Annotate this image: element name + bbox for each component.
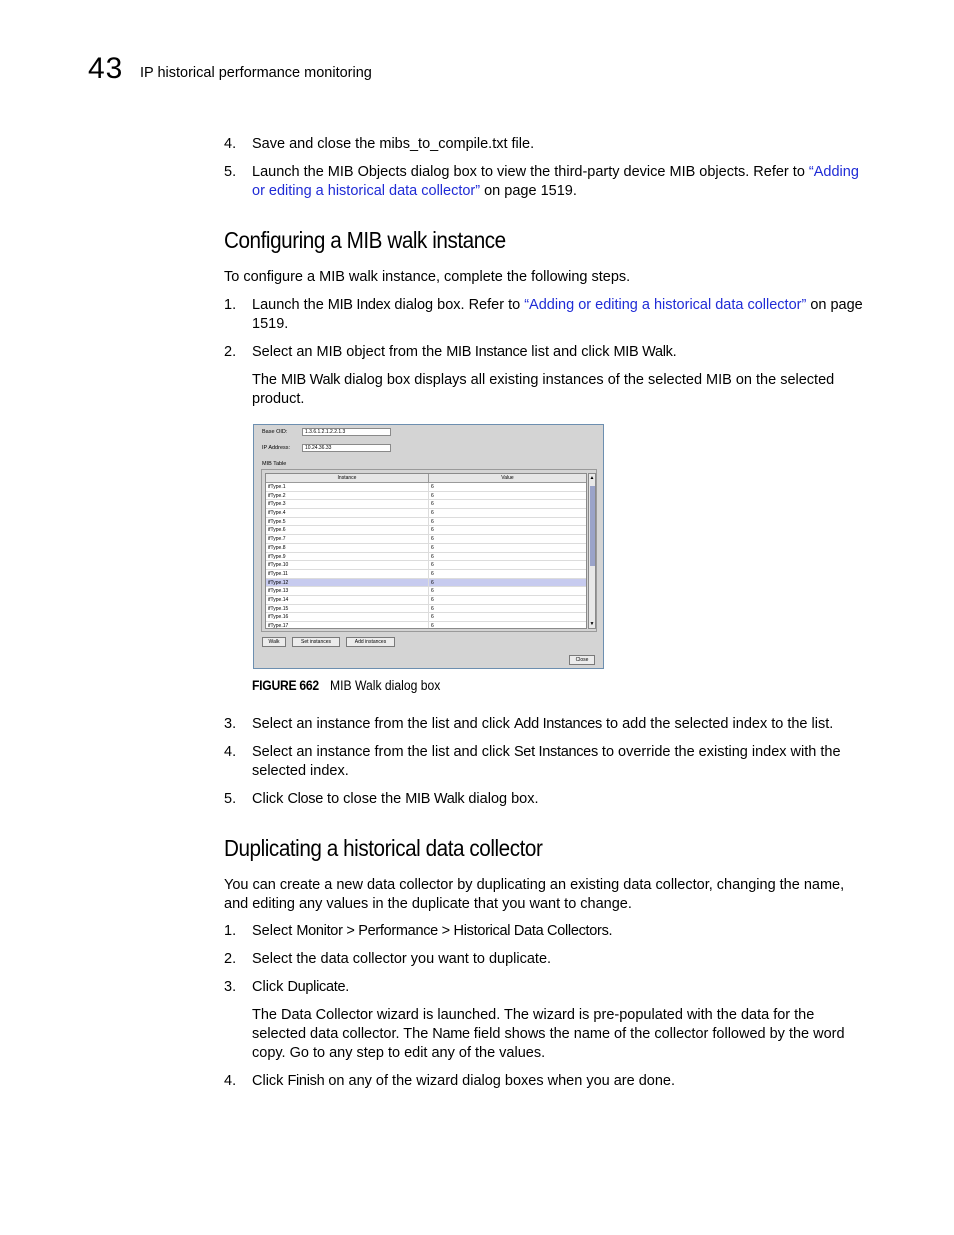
text: to add the selected index to the list. (601, 716, 834, 732)
value-cell: 6 (431, 518, 434, 525)
walk-button[interactable]: Walk (262, 637, 286, 647)
text: on any of the wizard dialog boxes when you are done. (324, 1073, 675, 1089)
base-oid-label: Base OID: (262, 429, 288, 435)
step-2-note (252, 371, 869, 409)
scroll-down-icon[interactable]: ▼ (589, 621, 595, 627)
figure-caption (252, 678, 453, 693)
step-number: 4. (224, 136, 237, 152)
step-number: 4. (224, 1073, 237, 1089)
value-cell: 6 (431, 484, 434, 490)
text: The (252, 372, 282, 388)
table-row[interactable] (266, 561, 586, 570)
table-row[interactable] (266, 570, 586, 579)
instance-cell: ifType.10 (266, 561, 429, 569)
table-row[interactable] (266, 509, 586, 518)
chapter-title: IP historical performance monitoring (140, 65, 372, 81)
text: Select an MIB object from the (252, 344, 447, 360)
instance-cell: ifType.4 (266, 509, 429, 517)
value-cell: 6 (431, 579, 434, 586)
step-text (252, 343, 869, 362)
instance-cell: ifType.8 (266, 544, 429, 552)
chapter-number: 43 (88, 52, 124, 85)
ui-term: MIB Walk (613, 344, 673, 360)
value-cell: 6 (431, 570, 434, 577)
text: dialog box. Refer to (390, 297, 525, 313)
text: to override the existing index with the selected index. (252, 744, 841, 779)
close-button[interactable]: Close (569, 655, 595, 665)
instance-cell: ifType.3 (266, 500, 429, 508)
step-text (252, 790, 869, 809)
value-cell: 6 (431, 544, 434, 551)
table-row[interactable] (266, 553, 586, 562)
dup-step-3-note (252, 1006, 869, 1063)
ui-term: Set Instances (513, 744, 598, 760)
text: . (608, 923, 613, 939)
instance-cell: ifType.16 (266, 613, 429, 621)
value-cell: 6 (431, 510, 434, 517)
column-header-instance[interactable]: Instance (266, 474, 429, 482)
step-number: 2. (224, 344, 237, 360)
step-number: 3. (224, 716, 237, 732)
section-intro: You can create a new data collector by duplicating an existing data collector, changing the name, and editing any values in the duplicate that you want to change. (224, 877, 845, 912)
instance-cell: ifType.13 (266, 587, 429, 595)
mib-table-group (261, 469, 597, 632)
step-number: 5. (224, 791, 237, 807)
ip-address-label: IP Address: (262, 445, 291, 451)
step-text (252, 1072, 869, 1091)
table-row[interactable] (266, 622, 586, 629)
ui-term: Add Instances (513, 716, 602, 732)
ui-term: MIB Walk (405, 791, 465, 807)
text: dialog box. (464, 791, 539, 807)
step-text (252, 978, 869, 997)
ui-term: Duplicate (287, 979, 346, 995)
text: Launch the (252, 297, 328, 313)
instance-cell: ifType.7 (266, 535, 429, 543)
ui-term: Finish (287, 1073, 325, 1089)
instance-cell: ifType.12 (266, 579, 429, 587)
text: Click (252, 791, 288, 807)
scroll-up-icon[interactable]: ▲ (589, 475, 595, 481)
instance-cell: ifType.9 (266, 553, 429, 561)
table-row[interactable] (266, 526, 586, 535)
base-oid-field[interactable]: 1.3.6.1.2.1.2.2.1.3 (302, 428, 391, 436)
value-cell: 6 (431, 492, 434, 499)
table-row[interactable] (266, 579, 586, 588)
text: field shows the name of the collector followed by the word copy. Go to any step to edit any of the values. (252, 1026, 845, 1061)
ui-term: Name (432, 1026, 470, 1042)
section-heading-mib-walk: Configuring a MIB walk instance (224, 227, 506, 253)
value-cell: 6 (431, 501, 434, 508)
ui-term: MIB Walk (281, 372, 341, 388)
column-header-value[interactable]: Value (501, 475, 514, 481)
step-text: Select the data collector you want to duplicate. (252, 951, 552, 967)
value-cell: 6 (431, 536, 434, 543)
step-text (252, 296, 869, 334)
scroll-thumb[interactable] (590, 486, 595, 566)
table-row[interactable] (266, 587, 586, 596)
table-row[interactable] (266, 518, 586, 527)
value-cell: 6 (431, 596, 434, 603)
value-cell: 6 (431, 562, 434, 569)
step-text (252, 743, 869, 781)
value-cell: 6 (431, 623, 434, 629)
instance-cell: ifType.17 (266, 622, 429, 629)
instance-cell: ifType.5 (266, 518, 429, 526)
step-number: 2. (224, 951, 237, 967)
text: list and click (527, 344, 614, 360)
text: on page 1519. (480, 183, 577, 199)
text: . (672, 344, 677, 360)
mib-table (265, 473, 587, 629)
section-intro: To configure a MIB walk instance, complete the following steps. (224, 269, 631, 285)
table-row[interactable] (266, 605, 586, 614)
figure-title: MIB Walk dialog box (330, 678, 441, 693)
value-cell: 6 (431, 605, 434, 612)
text: to close the (323, 791, 406, 807)
ui-term: Monitor > Performance > Historical Data Collectors (296, 923, 609, 939)
vertical-scrollbar[interactable] (588, 473, 596, 629)
value-cell: 6 (431, 614, 434, 621)
text: on page 1519. (252, 297, 863, 332)
cross-reference-link[interactable]: “Adding or editing a historical data collector” (524, 297, 807, 313)
text: Select an instance from the list and click (252, 744, 514, 760)
cross-reference-link[interactable]: “Adding or editing a historical data collector” (252, 164, 859, 199)
value-cell: 6 (431, 527, 434, 534)
section-heading-duplicating: Duplicating a historical data collector (224, 835, 543, 861)
step-number: 1. (224, 923, 237, 939)
instance-cell: ifType.14 (266, 596, 429, 604)
table-header (266, 474, 586, 483)
table-row[interactable] (266, 500, 586, 509)
mib-walk-dialog (253, 424, 604, 669)
step-number: 3. (224, 979, 237, 995)
step-number: 4. (224, 744, 237, 760)
value-cell: 6 (431, 588, 434, 595)
instance-cell: ifType.15 (266, 605, 429, 613)
table-row[interactable] (266, 483, 586, 492)
step-text (252, 715, 869, 734)
table-row[interactable] (266, 596, 586, 605)
text: . (345, 979, 350, 995)
table-row[interactable] (266, 613, 586, 622)
add-instances-button[interactable]: Add instances (346, 637, 395, 647)
table-body (266, 483, 586, 629)
table-row[interactable] (266, 535, 586, 544)
step-text (252, 163, 869, 201)
text: Click (252, 979, 288, 995)
text: The Data Collector wizard is launched. The wizard is pre-populated with the data for the selected data collector. The (252, 1007, 815, 1042)
figure-label: FIGURE 662 (252, 678, 319, 693)
instance-cell: ifType.6 (266, 526, 429, 534)
set-instances-button[interactable]: Set instances (292, 637, 340, 647)
text: Click (252, 1073, 288, 1089)
ip-address-field[interactable]: 10.24.36.33 (302, 444, 391, 452)
ui-term: MIB Index (327, 297, 391, 313)
step-text: Save and close the mibs_to_compile.txt file. (252, 136, 535, 152)
text: Select (252, 923, 297, 939)
text: Launch the MIB Objects dialog box to view the third-party device MIB objects. Refer to (252, 164, 809, 180)
mib-table-label: MIB Table (262, 461, 287, 467)
text: dialog box displays all existing instances of the selected MIB on the selected product. (252, 372, 835, 407)
instance-cell: ifType.1 (266, 483, 429, 491)
ui-term: MIB Instance (446, 344, 528, 360)
instance-cell: ifType.2 (266, 492, 429, 500)
table-row[interactable] (266, 492, 586, 501)
text: Select an instance from the list and click (252, 716, 514, 732)
step-text (252, 922, 869, 941)
step-number: 5. (224, 164, 237, 180)
value-cell: 6 (431, 553, 434, 560)
step-number: 1. (224, 297, 237, 313)
instance-cell: ifType.11 (266, 570, 429, 578)
ui-term: Close (287, 791, 324, 807)
table-row[interactable] (266, 544, 586, 553)
